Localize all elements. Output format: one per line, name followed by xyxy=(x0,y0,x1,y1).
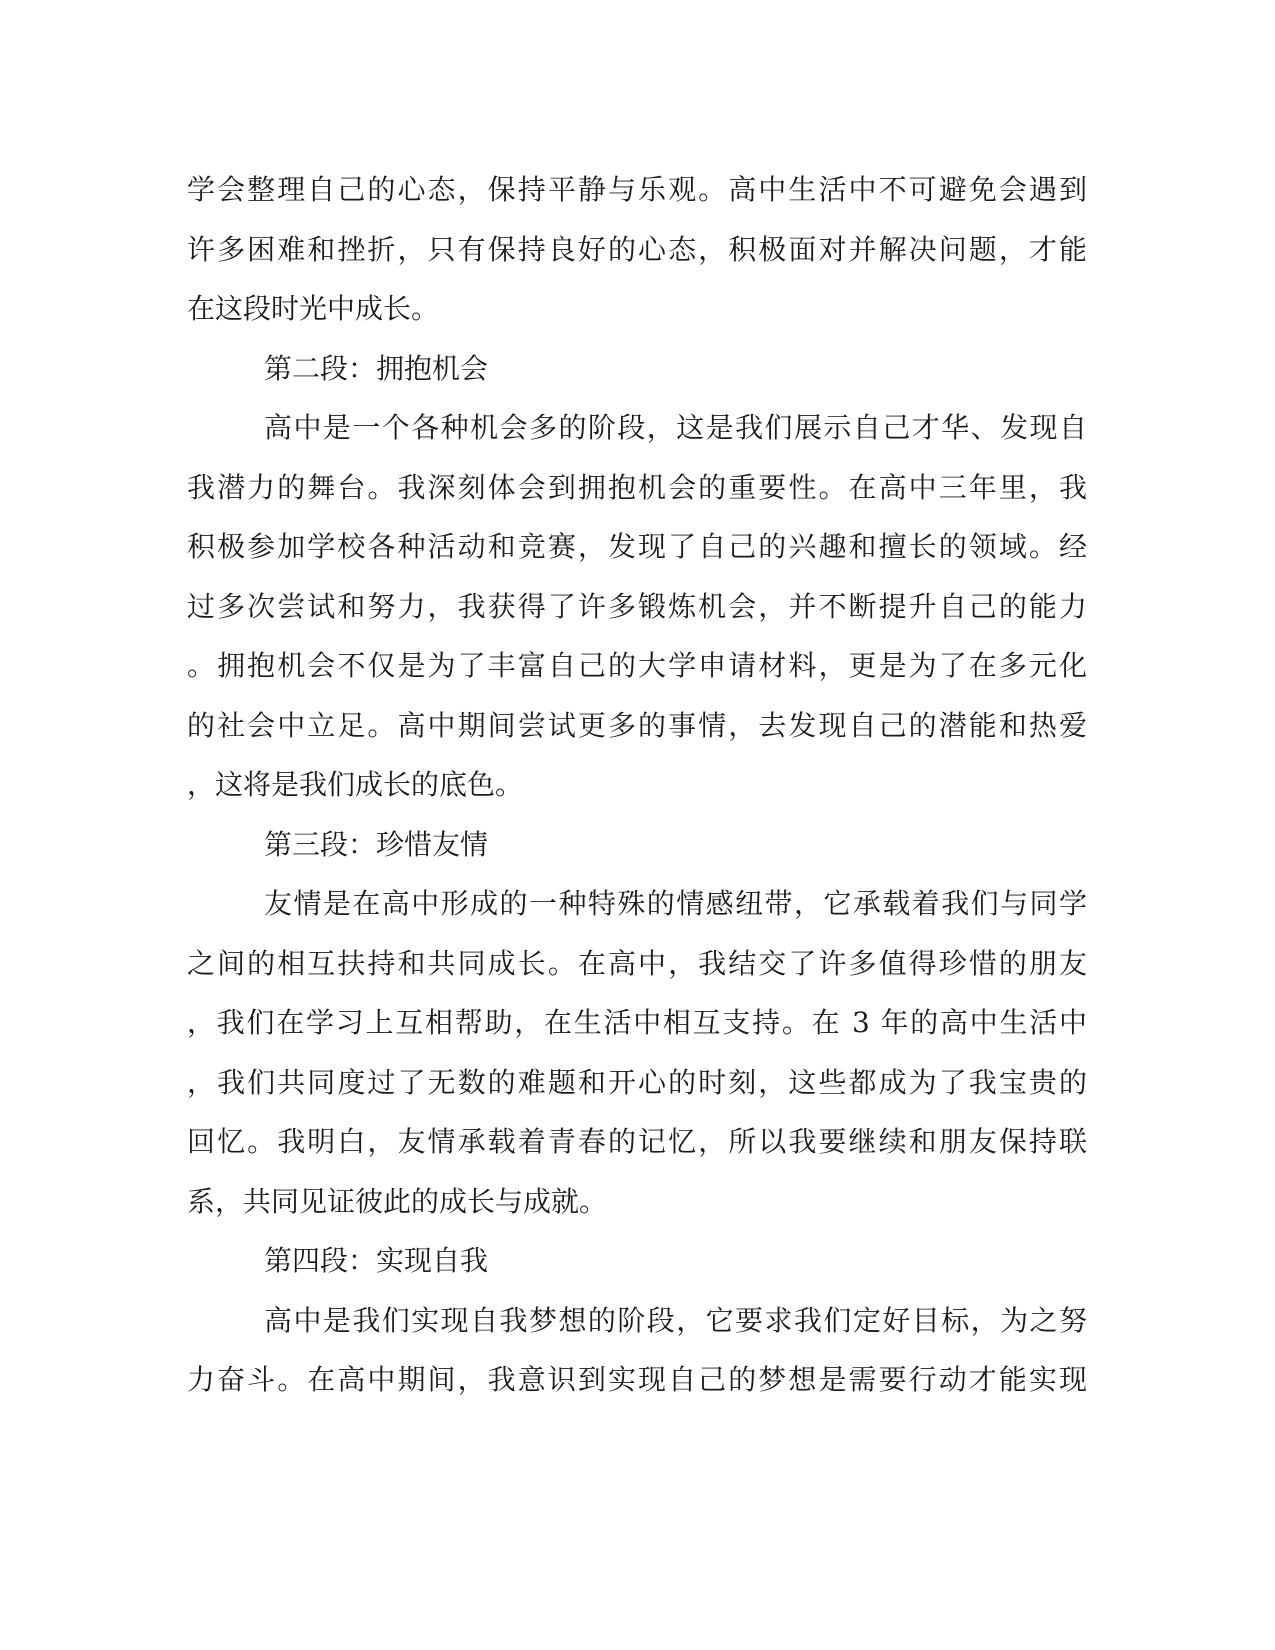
text-line: 。拥抱机会不仅是为了丰富自己的大学申请材料，更是为了在多元化 xyxy=(187,649,1087,682)
section-heading-2: 第二段：拥抱机会 xyxy=(264,351,489,385)
text-line: ，我们共同度过了无数的难题和开心的时刻，这些都成为了我宝贵的 xyxy=(187,1065,1087,1099)
text-line: 的社会中立足。高中期间尝试更多的事情，去发现自己的潜能和热爱 xyxy=(187,708,1087,742)
text-line: 力奋斗。在高中期间，我意识到实现自己的梦想是需要行动才能实现 xyxy=(187,1363,1087,1396)
text-line: 我潜力的舞台。我深刻体会到拥抱机会的重要性。在高中三年里，我 xyxy=(187,470,1087,504)
text-line: ，这将是我们成长的底色。 xyxy=(187,768,524,801)
text-line: 过多次尝试和努力，我获得了许多锻炼机会，并不断提升自己的能力 xyxy=(187,589,1087,623)
text-line: 之间的相互扶持和共同成长。在高中，我结交了许多值得珍惜的朋友 xyxy=(187,946,1087,980)
text-line: 积极参加学校各种活动和竞赛，发现了自己的兴趣和擅长的领域。经 xyxy=(187,530,1087,563)
text-line: 许多困难和挫折，只有保持良好的心态，积极面对并解决问题，才能 xyxy=(187,232,1087,266)
text-line: 高中是一个各种机会多的阶段，这是我们展示自己才华、发现自 xyxy=(264,411,1087,444)
text-line: 回忆。我明白，友情承载着青春的记忆，所以我要继续和朋友保持联 xyxy=(187,1125,1087,1158)
section-heading-4: 第四段：实现自我 xyxy=(264,1244,489,1277)
text-line: 学会整理自己的心态，保持平静与乐观。高中生活中不可避免会遇到 xyxy=(187,173,1087,206)
essay-text xyxy=(187,160,1087,1410)
text-line: 在这段时光中成长。 xyxy=(187,292,440,325)
text-line: 高中是我们实现自我梦想的阶段，它要求我们定好目标，为之努 xyxy=(264,1303,1087,1337)
section-heading-3: 第三段：珍惜友情 xyxy=(264,827,489,861)
text-line: 系，共同见证彼此的成长与成就。 xyxy=(187,1184,608,1218)
text-line: ，我们在学习上互相帮助，在生活中相互支持。在 3 年的高中生活中 xyxy=(187,1006,1087,1039)
text-line: 友情是在高中形成的一种特殊的情感纽带，它承载着我们与同学 xyxy=(264,887,1087,920)
